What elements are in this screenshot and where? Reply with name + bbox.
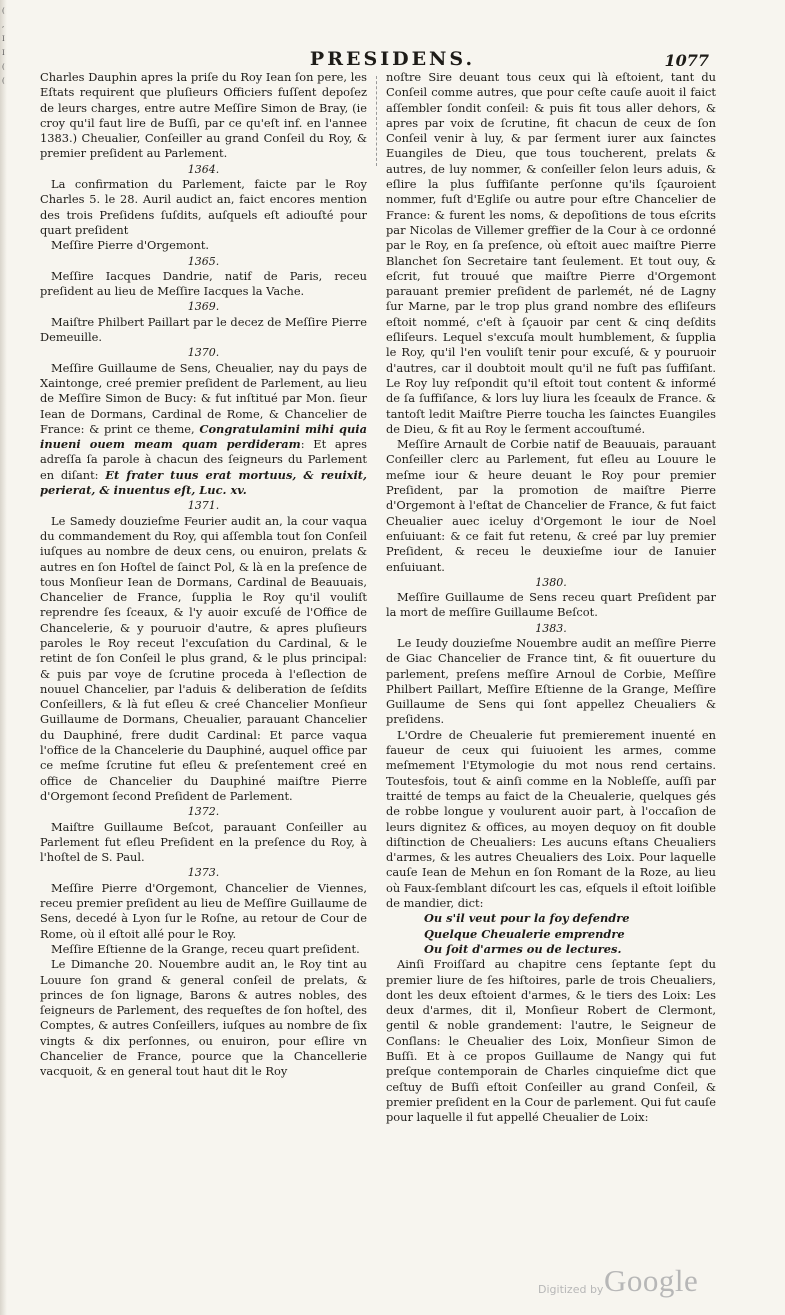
verse-line: Ou ſoit d'armes ou de lectures. [424,941,622,956]
paragraph: Meſſire Pierre d'Orgemont. [51,238,210,253]
paragraph: Meſſire Pierre d'Orgemont, Chancelier de Viennes, receu premier preſident au lieu de Meſſire Guillaume de Sens, decedé à Lyon ſur le Roſne, au retour de Cour de Rome, où il eſtoit allé pour le Roy. [40,880,367,941]
paragraph-text: Meſſire Guillaume de Sens, Cheualier, nay du pays de Xaintonge, creé premier preſident de Parlement, au lieu de Meſſire Simon de Bucy: & fut inſtitué par Mon. ſieur Iean de Dormans, Cardinal de Rome, & Chancelier de France: & print ce theme, [40,360,367,436]
paragraph: Maiſtre Guillaume Beſcot, parauant Conſeiller au Parlement fut eſleu Preſident en la preſence du Roy, à l'hoſtel de S. Paul. [40,819,367,865]
verse-line: Quelque Cheualerie emprendre [424,926,625,941]
column-divider [376,76,377,166]
paragraph-text: : Et apres adreſſa ſa parole à chacun des ſeigneurs du Parlement en diſant: [40,437,367,482]
paragraph: Maiſtre Philbert Paillart par le decez de Meſſire Pierre Demeuille. [40,314,367,345]
google-logo: Google [604,1263,699,1298]
right-column [386,70,716,1310]
paragraph: Le Samedy douzieſme Feurier audit an, la cour vaqua du commandement du Roy, qui aſſembla tout ſon Conſeil iuſques au nombre de deux cens, ou enuiron, prelats & autres en ſon Hoſtel de ſainct Pol, & là en la preſence de tous Monſieur Iean de Dormans, Cardinal de Beauuais, Chancelier de France, ſupplia le Roy qu'il vouliſt reprendre ſes ſceaux, & l'y auoir excuſé de l'Office de Chancelerie, & y pouruoir d'autre, & apres pluſieurs paroles le Roy receut l'excuſation du Cardinal, & le retint de ſon Conſeil le plus grand, & le plus principal: & puis par voye de ſcrutine proceda à l'eſlection de nouuel Chancelier, par l'aduis & deliberation de ſeſdits Conſeillers, & là fut eſleu & creé Chancelier Monſieur Guillaume de Dormans, Cheualier, parauant Chancelier du Dauphiné, frere dudit Cardinal: Et parce vaqua l'office de la Chancelerie du Dauphiné, auquel office par ce meſme ſcrutine fut eſleu & preſentement creé en office de Chancelier du Dauphiné maiſtre Pierre d'Orgemont ſecond Preſident de Parlement. [40,513,367,803]
left-column [40,70,367,1310]
latin-quote: Et frater tuus erat mortuus, & reuixit, perierat, & inuentus eſt, Luc. xv. [40,467,367,498]
margin-marks: ( , I I ( ( [2,7,5,85]
year-heading: 1383. [535,621,567,635]
paragraph: La confirmation du Parlement, faicte par le Roy Charles 5. le 28. Auril audict an, faict encores mention des trois Preſidens ſuſdits, auſquels eſt adiouſté pour quart preſident [40,177,367,237]
paragraph: Ainſi Froiſſard au chapitre cens ſeptante ſept du premier liure de ſes hiſtoires, parle de trois Cheualiers, dont les deux eſtoient d'armes, & le tiers des Loix: Les deux d'armes, dit il, Monſieur Robert de Clermont, gentil & noble grandement: l'autre, le Seigneur de Conſlans: le Cheualier des Loix, Monſieur Simon de Buſſi. Et à ce propos Guillaume de Nangy qui fut preſque contemporain de Charles cinquieſme dict que ceſtuy de Buſſi eſtoit Conſeiller au grand Conſeil, & premier preſident en la Cour de parlement. Qui fut cauſe pour laquelle il fut appellé Cheualier de Loix: [386,957,716,1125]
paragraph [40,361,367,499]
year-heading: 1373. [187,866,220,880]
year-heading: 1370. [187,346,220,360]
paragraph: Meſſire Eſtienne de la Grange, receu quart preſident. [51,941,360,956]
paragraph: Meſſire Iacques Dandrie, natif de Paris, receu preſident au lieu de Meſſire Iacques la Vache. [40,268,367,299]
paragraph: Charles Dauphin apres la priſe du Roy Iean ſon pere, les Eſtats requirent que pluſieurs Officiers fuſſent depoſez de leurs charges, entre autre Meſſire Simon de Bray, (ie croy qu'il faut lire de Buſſi, par ce qu'eſt inf. en l'annee 1383.) Cheualier, Conſeiller au grand Conſeil du Roy, & premier preſident au Parlement. [40,70,367,161]
page-number: 1077 [664,51,709,70]
paragraph: Le Dimanche 20. Nouembre audit an, le Roy tint au Louure ſon grand & general conſeil de prelats, & princes de ſon lignage, Barons & autres nobles, des ſeigneurs de Parlement, des requeſtes de ſon hoſtel, des Comptes, & autres Conſeillers, iuſques au nombre de ſix vingts & dix perſonnes, ou enuiron, pour eſlire vn Chancelier de France, pource que la Chancellerie vacquoit, & en general tout haut dit le Roy [40,957,367,1079]
google-watermark [538,1264,738,1298]
year-heading: 1365. [187,254,220,268]
paragraph: Meſſire Guillaume de Sens receu quart Preſident par la mort de meſſire Guillaume Beſcot. [386,590,716,620]
paragraph: Meſſire Arnault de Corbie natif de Beauuais, parauant Conſeiller clerc au Parlement, fut eſleu au Louure le meſme iour & heure deuant le Roy pour premier Preſident, par la promotion de maiſtre Pierre d'Orgemont à l'eſtat de Chancelier de France, & fut faict Cheualier auec iceluy d'Orgemont le iour de Noel enſuiuant: & ce fait fut retenu, & creé par luy premier Preſident, & receu le deuxieſme iour de Ianuier enſuiuant. [386,437,716,574]
year-heading: 1372. [187,805,220,819]
year-heading: 1380. [535,575,567,589]
running-title: PRESIDENS. [309,48,476,70]
latin-quote: Congratulamini mihi quia inueni ouem meam quam perdideram [40,421,367,452]
paragraph: L'Ordre de Cheualerie fut premierement inuenté en faueur de ceux qui ſuiuoient les armes, comme meſmement l'Etymologie du mot nous rend certains. Toutesfois, tout & ainſi comme en la Nobleſſe, auſſi par traitté de temps au faict de la Cheualerie, quelques gés de robbe longue y voulurent auoir part, à l'occaſion de leurs dignitez & offices, au moyen dequoy on fit double diſtinction de Cheualiers: Les aucuns eſtans Cheualiers d'armes, & les autres Cheualiers des Loix. Pour laquelle cauſe Iean de Mehun en ſon Romant de la Roze, au lieu où Faux-ſemblant diſcourt les cas, eſquels il eſtoit loiſible de mandier, dict: [386,727,716,911]
year-heading: 1369. [187,300,220,314]
digitized-by-label: Digitized by [538,1283,604,1296]
page-gutter [0,0,7,1315]
paragraph: Le Ieudy douzieſme Nouembre audit an meſſire Pierre de Giac Chancelier de France tint, & fit ouuerture du parlement, preſens meſſire Arnoul de Corbie, Meſſire Philbert Paillart, Meſſire Eſtienne de la Grange, Meſſire Guillaume de Sens qui ſont appellez Cheualiers & preſidens. [386,635,716,727]
year-heading: 1364. [187,162,220,176]
verse-line: Ou s'il veut pour la foy defendre [424,911,630,926]
year-heading: 1371. [187,499,220,513]
paragraph: noſtre Sire deuant tous ceux qui là eſtoient, tant du Conſeil comme autres, que pour ceſte cauſe auoit il faict aſſembler ſondit conſeil: & puis fit tous aller dehors, & apres par voix de ſcrutine, fit chacun de ceux de ſon Conſeil venir à luy, & par ſerment iurer aux ſainctes Euangiles de Dieu, que tous toucherent, prelats & autres, de luy nommer, & conſeiller ſelon leurs aduis, & eſlire la plus ſuffiſante perſonne qu'ils ſçauroient nommer, fuſt d'Egliſe ou autre pour eſtre Chancelier de France: & furent les noms, & depoſitions de tous eſcrits par Nicolas de Villemer greffier de la Cour à ce ordonné par le Roy, en ſa preſence, où eſtoit auec maiſtre Pierre Blanchet ſon Secretaire tant ſeulement. Et tout ouy, & eſcrit, fut trouué que maiſtre Pierre d'Orgemont parauant premier preſident de parlemét, né de Lagny ſur Marne, par le trop plus grand nombre des eſliſeurs eſtoit nommé, c'eſt à ſçauoir par cent & cinq deſdits eſliſeurs. Lequel s'excuſa moult humblement, & ſupplia le Roy, qu'il l'en vouliſt tenir pour excuſé, & y pouruoir d'autres, car il doubtoit moult qu'il ne fuſt pas ſuffiſant. Le Roy luy reſpondit qu'il eſtoit tout content & informé de ſa ſuffiſance, & lors luy liura les ſceaulx de France. & tantoſt ledit Maiſtre Pierre toucha les ſainctes Euangiles de Dieu, & fit au Roy le ſerment accouſtumé. [386,70,716,436]
